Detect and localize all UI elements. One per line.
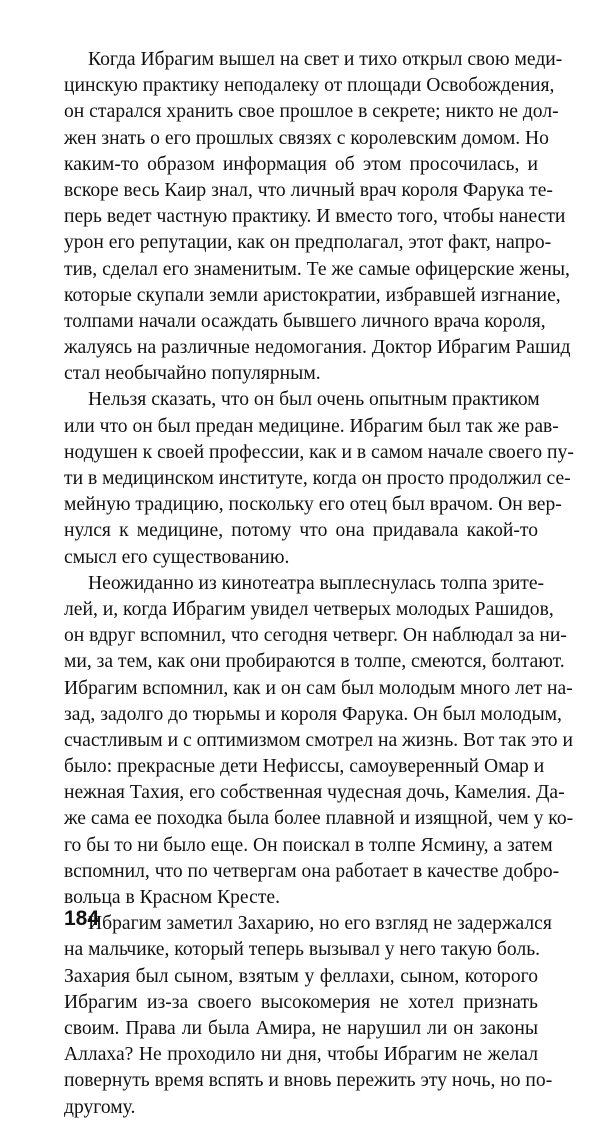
paragraph — [64, 47, 571, 387]
text-line: Неожиданно из кинотеатра выплеснулась толпа зрите- — [88, 572, 545, 594]
text-line: перь ведет частную практику. И вместо того, чтобы нанести — [64, 206, 566, 228]
paragraph — [64, 911, 553, 1121]
text-line: повернуть время вспять и вновь пережить эту ночь, но по- — [64, 1070, 553, 1092]
text-line: жен знать о его прошлых связях с королевским домом. Но — [64, 127, 549, 149]
text-line: толпами начали осаждать бывшего личного врача короля, — [64, 310, 546, 332]
text-line: вольца в Красном Кресте. — [64, 887, 280, 908]
text-line: нодушен к своей профессии, как и в самом начале своего пу- — [64, 441, 574, 463]
text-line: Ибрагим вспомнил, как и он сам был молодым много лет на- — [64, 677, 573, 699]
text-line: другому. — [64, 1096, 136, 1118]
text-line: нежная Тахия, его собственная чудесная дочь, Камелия. Да- — [64, 782, 565, 804]
text-line: на мальчике, который теперь вызывал у него такую боль. — [64, 939, 541, 961]
text-line: Ибрагим из-за своего высокомерия не хотел признать — [64, 991, 538, 1013]
text-line: мейную традицию, поскольку его отец был врачом. Он вер- — [64, 494, 562, 516]
text-line: Аллаха? Не проходило ни дня, чтобы Ибрагим не желал — [64, 1044, 538, 1066]
text-line: нулся к медицине, потому что она придавала какой-то — [64, 520, 538, 542]
text-line: Нельзя сказать, что он был очень опытным практиком — [88, 389, 540, 411]
text-line: зад, задолго до тюрьмы и короля Фарука. Он был молодым, — [64, 703, 562, 725]
text-line: Когда Ибрагим вышел на свет и тихо открыл свою меди- — [88, 49, 563, 70]
text-line: ми, за тем, как они пробираются в толпе, смеются, болтают. — [64, 651, 565, 673]
text-line: Захария был сыном, взятым у феллахи, сыном, которого — [64, 965, 538, 987]
text-line: вспомнил, что по четвергам она работает в качестве добро- — [64, 860, 560, 882]
text-line: он вдруг вспомнил, что сегодня четверг. Он наблюдал за ни- — [64, 625, 567, 647]
text-line: жалуясь на различные недомогания. Доктор Ибрагим Рашид — [64, 337, 571, 359]
text-line: или что он был предан медицине. Ибрагим был так же рав- — [64, 415, 559, 437]
page-number: 184 — [64, 907, 100, 930]
text-line: смысл его существованию. — [64, 546, 290, 568]
text-line: было: прекрасные дети Нефиссы, самоуверенный Омар и — [64, 756, 545, 778]
text-line: урон его репутации, как он предполагал, этот факт, напро- — [64, 232, 552, 254]
text-line: счастливым и с оптимизмом смотрел на жизнь. Вот так это и — [64, 729, 573, 751]
text-line: стал необычайно популярным. — [64, 363, 321, 385]
text-line: лей, и, когда Ибрагим увидел четверых молодых Рашидов, — [64, 598, 554, 620]
text-line: которые скупали земли аристократии, избравшей изгнание, — [64, 284, 561, 306]
text-line: же сама ее походка была более плавной и изящной, чем у ко- — [64, 808, 574, 830]
text-line: он старался хранить свое прошлое в секрете; никто не дол- — [64, 101, 559, 123]
text-line: вскоре весь Каир знал, что личный врач короля Фарука те- — [64, 179, 553, 201]
text-line: цинскую практику неподалеку от площади Освобождения, — [64, 75, 555, 97]
text-line: своим. Права ли была Амира, не нарушил ли он законы — [64, 1017, 538, 1039]
text-line: ти в медицинском институте, когда он просто продолжил се- — [64, 468, 571, 489]
body-text — [64, 47, 574, 1121]
paragraph — [64, 387, 574, 570]
text-line: го бы то ни было еще. Он поискал в толпе Ясмину, а затем — [64, 834, 553, 856]
text-line: Ибрагим заметил Захарию, но его взгляд не задержался — [88, 913, 552, 935]
paragraph — [64, 571, 574, 911]
text-line: тив, сделал его знаменитым. Те же самые офицерские жены, — [64, 258, 570, 280]
text-line: каким-то образом информация об этом просочилась, и — [64, 153, 538, 175]
